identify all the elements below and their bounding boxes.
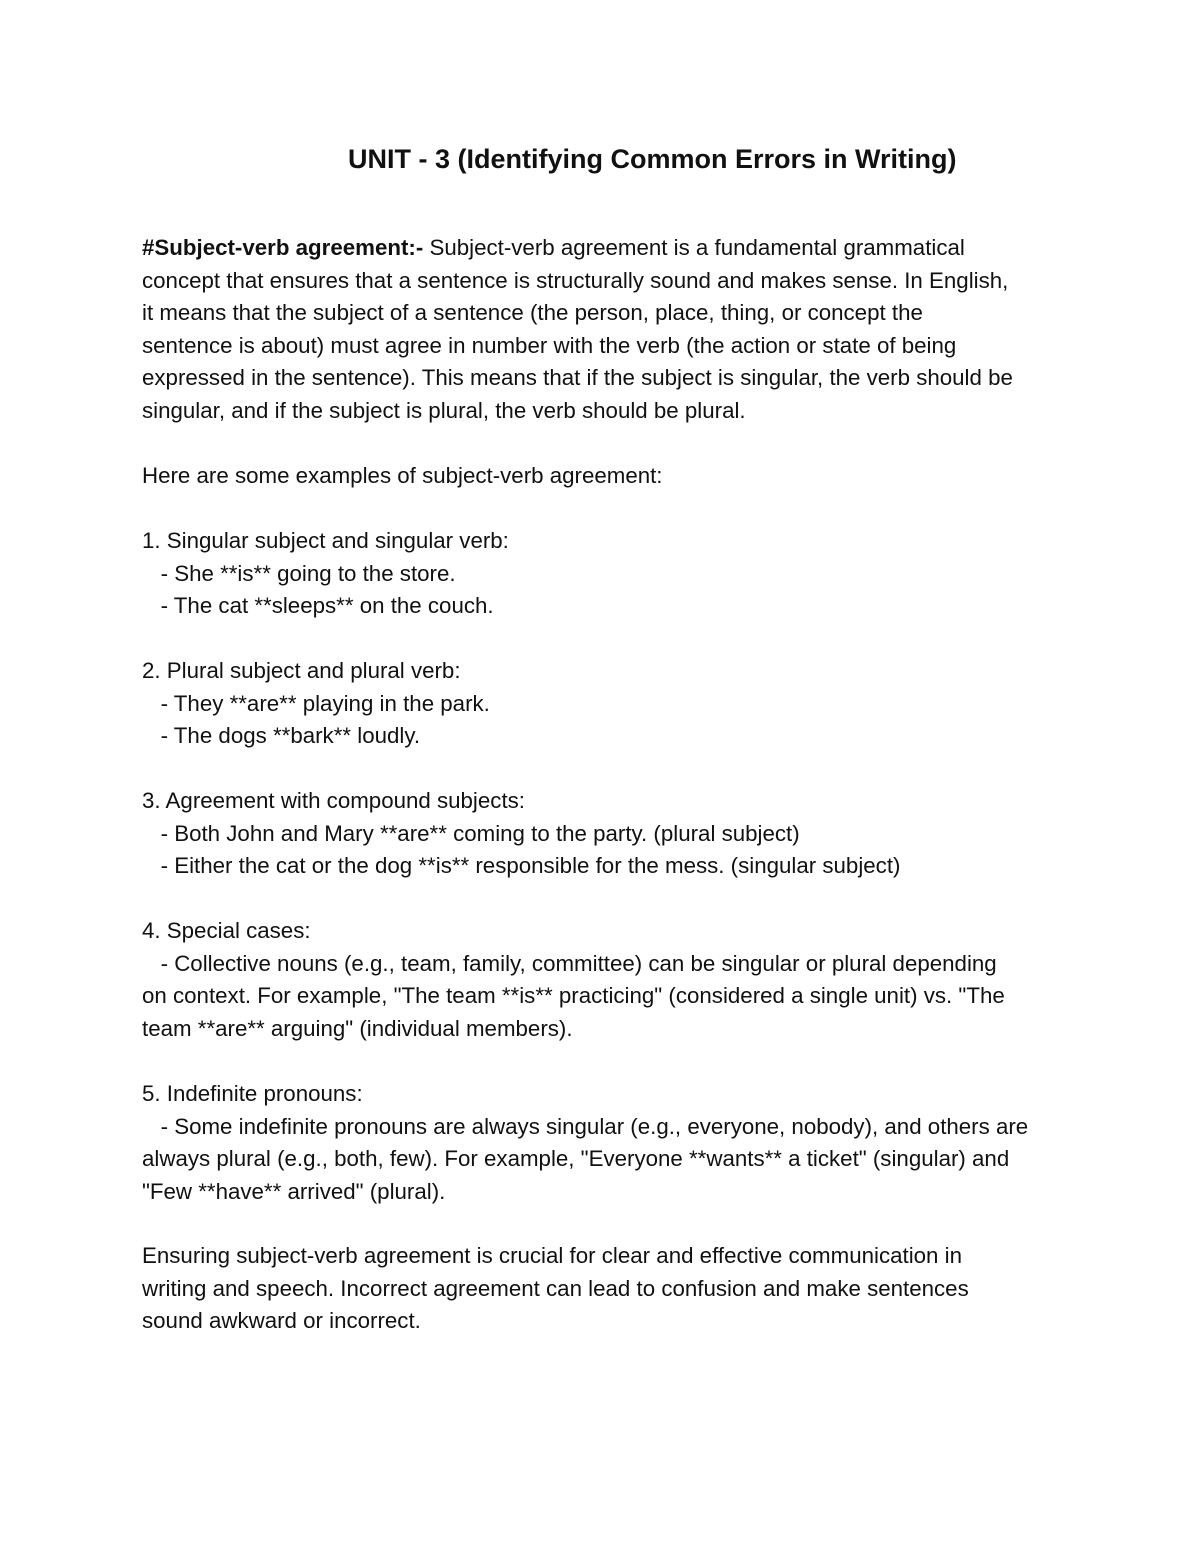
example-line: - Collective nouns (e.g., team, family, committee) can be singular or plural depending (142, 950, 997, 976)
section-heading: 5. Indefinite pronouns: (142, 1081, 363, 1106)
intro-line: sentence is about) must agree in number with the verb (the action or state of being (142, 332, 957, 358)
example-line: always plural (e.g., both, few). For example, "Everyone **wants** a ticket" (singular) and (142, 1146, 1010, 1172)
conclusion-line: Ensuring subject-verb agreement is crucial for clear and effective communication in (142, 1243, 963, 1268)
intro-line: concept that ensures that a sentence is structurally sound and makes sense. In English, (142, 267, 1009, 293)
example-line: - The cat **sleeps** on the couch. (142, 593, 494, 619)
example-line: - Either the cat or the dog **is** responsible for the mess. (singular subject) (142, 853, 901, 879)
example-line: - Both John and Mary **are** coming to the party. (plural subject) (142, 820, 800, 846)
conclusion-line: sound awkward or incorrect. (142, 1308, 421, 1334)
examples-intro (142, 460, 1072, 493)
intro-line: expressed in the sentence). This means that if the subject is singular, the verb should be (142, 365, 1013, 391)
page-title: UNIT - 3 (Identifying Common Errors in Writing) (348, 144, 957, 174)
section-heading: 1. Singular subject and singular verb: (142, 528, 509, 553)
conclusion-paragraph (142, 1240, 1072, 1338)
example-line: - Some indefinite pronouns are always singular (e.g., everyone, nobody), and others are (142, 1113, 1029, 1139)
example-line: on context. For example, "The team **is** practicing" (considered a single unit) vs. "The (142, 983, 1005, 1009)
conclusion-line: writing and speech. Incorrect agreement can lead to confusion and make sentences (142, 1275, 969, 1301)
intro-line-1: #Subject-verb agreement:- Subject-verb agreement is a fundamental grammatical (142, 235, 965, 260)
intro-line: singular, and if the subject is plural, the verb should be plural. (142, 397, 746, 423)
example-line: team **are** arguing" (individual members). (142, 1015, 573, 1041)
intro-term: #Subject-verb agreement:- (142, 235, 424, 260)
section-heading: 3. Agreement with compound subjects: (142, 788, 525, 813)
example-line: - They **are** playing in the park. (142, 690, 490, 716)
examples-intro-line: Here are some examples of subject-verb agreement: (142, 463, 663, 488)
section-heading: 2. Plural subject and plural verb: (142, 658, 461, 683)
section-indefinite-pronouns (142, 1078, 1072, 1208)
intro-line: it means that the subject of a sentence (the person, place, thing, or concept the (142, 300, 923, 326)
example-line: - The dogs **bark** loudly. (142, 723, 421, 749)
example-line: "Few **have** arrived" (plural). (142, 1178, 446, 1204)
section-special-cases (142, 915, 1072, 1045)
section-heading: 4. Special cases: (142, 918, 311, 943)
intro-paragraph (142, 232, 1072, 428)
section-plural (142, 655, 1072, 753)
example-line: - She **is** going to the store. (142, 560, 456, 586)
section-singular (142, 525, 1072, 623)
section-compound (142, 785, 1072, 883)
